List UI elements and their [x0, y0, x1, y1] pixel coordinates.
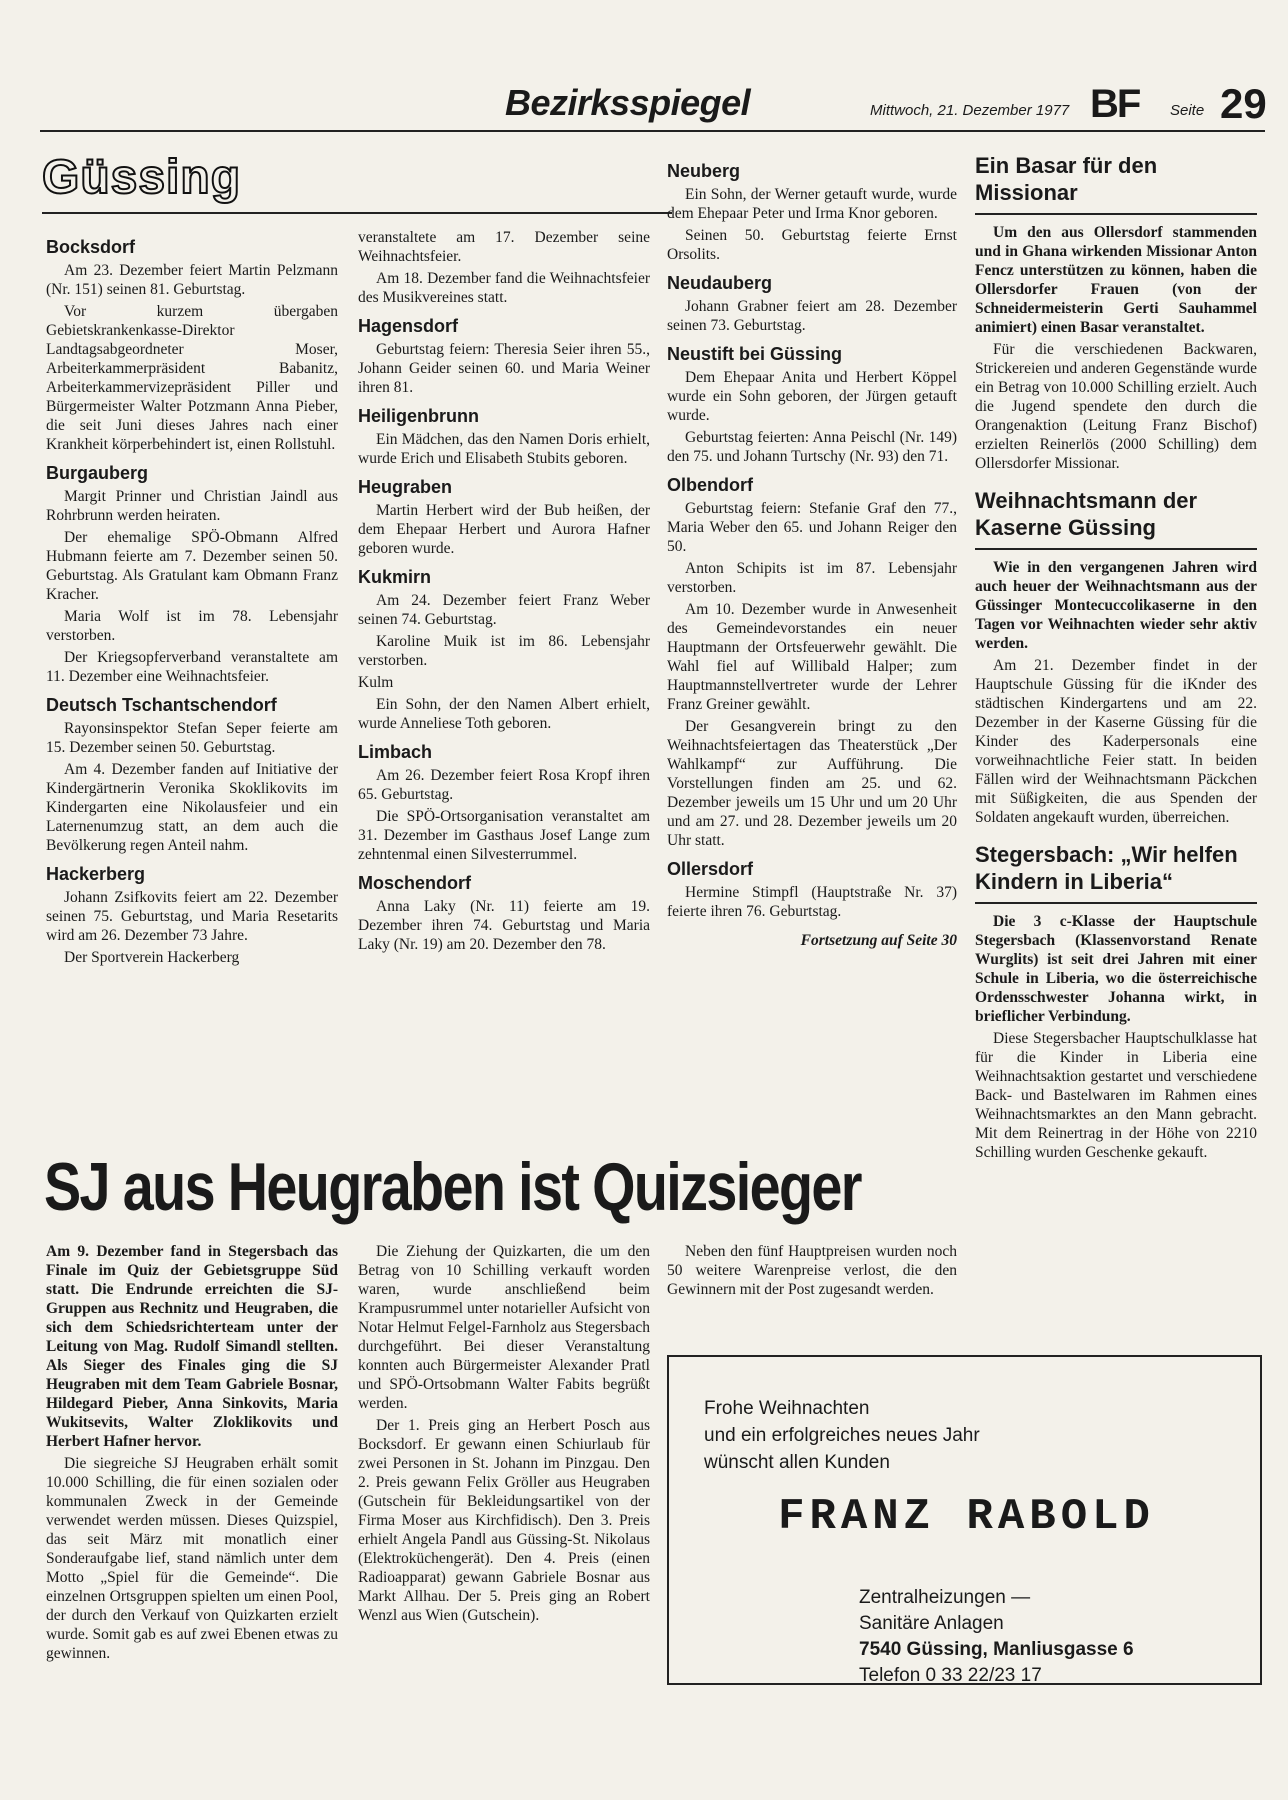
article-headline: Ein Basar für den Missionar — [975, 153, 1158, 205]
quiz-column-2 — [358, 1242, 650, 1628]
ad-greeting-line: Frohe Weihnachten — [704, 1398, 870, 1419]
place-heading: Neudauberg — [667, 273, 773, 293]
news-column-2 — [358, 228, 650, 957]
ad-greeting-line: und ein erfolgreiches neues Jahr — [704, 1425, 980, 1446]
region-title: Güssing — [42, 151, 242, 204]
news-item: Kulm — [358, 674, 394, 691]
advertisement — [667, 1355, 1262, 1685]
article-paragraph: Der 1. Preis ging an Herbert Posch aus Bocksdorf. Er gewann einen Schiurlaub für zwei Personen in St. Johann im Pinzgau. Den 2. Preis gewann Felix Gröller aus Heugraben (Gutschein für Bekleidungsartikel von der Firma Moser aus Kirchfidisch). Den 3. Preis erhielt Angela Pandl aus Güssing-St. Nikolaus (Elektroküchengerät). Den 4. Preis (einen Radioapparat) gewann Gabriele Bosnar aus Markt Allhau. Der 5. Preis ging an Robert Wenzl aus Wien (Gutschein). — [358, 1417, 650, 1624]
quiz-headline: SJ aus Heugraben ist Quizsieger — [44, 1149, 861, 1225]
paper-logo: BF — [1090, 82, 1140, 126]
issue-date: Mittwoch, 21. Dezember 1977 — [870, 102, 1070, 119]
page-label: Seite — [1170, 102, 1205, 119]
ad-greeting — [704, 1395, 980, 1476]
news-item: Seinen 50. Geburtstag feierte Ernst Orsolits. — [667, 227, 957, 263]
article-lead: Die 3 c-Klasse der Hauptschule Stegersbach (Klassenvorstand Renate Wurglits) ist seit drei Jahren mit einer Schule in Liberia, wo die österreichische Ordensschwester Johanna wirkt, in brieflicher Verbindung. — [975, 913, 1257, 1025]
news-item: Johann Zsifkovits feiert am 22. Dezember seinen 75. Geburtstag, und Maria Resetarits wird am 26. Dezember 73 Jahre. — [46, 889, 338, 944]
headline-rule — [975, 548, 1257, 550]
news-item: Am 23. Dezember feiert Martin Pelzmann (Nr. 151) seinen 81. Geburtstag. — [46, 262, 338, 298]
news-item: Johann Grabner feiert am 28. Dezember seinen 73. Geburtstag. — [667, 298, 957, 334]
place-heading: Neuberg — [667, 161, 741, 181]
news-item: Geburtstag feiern: Theresia Seier ihren 55., Johann Geider seinen 60. und Maria Weiner ihren 81. — [358, 341, 650, 396]
place-heading: Hagensdorf — [358, 316, 459, 336]
headline-rule — [975, 213, 1257, 215]
news-column-3 — [667, 152, 957, 953]
news-item: Am 24. Dezember feiert Franz Weber seinen 74. Geburtstag. — [358, 592, 650, 628]
news-column-1 — [46, 228, 338, 970]
article-paragraph: Für die verschiedenen Backwaren, Strickereien und anderen Gegenstände wurde ein Betrag von 10.000 Schilling erzielt. Auch die Jugend spendete den durch die Orangenaktion (Leitung Franz Bischof) erzielten Reinerlös (2000 Schilling) dem Ollersdorfer Missionar. — [975, 341, 1257, 472]
news-item: Rayonsinspektor Stefan Seper feierte am 15. Dezember seinen 50. Geburtstag. — [46, 720, 338, 756]
ad-info-line: Sanitäre Anlagen — [859, 1613, 1004, 1634]
news-item: Der Gesangverein bringt zu den Weihnachtsfeiertagen das Theaterstück „Der Wahlkampf“ zur Aufführung. Die Vorstellungen finden am 25. und 62. Dezember jeweils um 15 Uhr und um 20 Uhr und am 27. und 28. Dezember jeweils um 20 Uhr statt. — [667, 718, 957, 849]
news-item: Geburtstag feiern: Stefanie Graf den 77., Maria Weber den 65. und Johann Reiger den 50. — [667, 500, 957, 555]
news-item: Geburtstag feierten: Anna Peischl (Nr. 149) den 75. und Johann Turtschy (Nr. 93) den 71. — [667, 429, 957, 465]
header-rule — [40, 130, 1265, 132]
place-heading: Heiligenbrunn — [358, 406, 479, 426]
place-heading: Moschendorf — [358, 873, 472, 893]
place-heading: Heugraben — [358, 477, 453, 497]
news-item: Die SPÖ-Ortsorganisation veranstaltet am 31. Dezember im Gasthaus Josef Lange zum zehntenmal einen Silvesterrummel. — [358, 808, 650, 863]
news-item: Der Sportverein Hackerberg — [64, 949, 240, 966]
ad-address: 7540 Güssing, Manliusgasse 6 — [859, 1639, 1134, 1660]
news-item: Karoline Muik ist im 86. Lebensjahr verstorben. — [358, 633, 650, 669]
article-paragraph: Am 21. Dezember findet in der Hauptschule Güssing für die iKnder des städtischen Kindergartens und am 22. Dezember in der Kaserne Güssing für die Kinder des Kaderpersonals eine vorweihnachtliche Feier statt. In beiden Fällen wird der Weihnachtsmann Päckchen mit Süßigkeiten, die aus Spenden der Soldaten angekauft wurden, überreichen. — [975, 657, 1257, 826]
article-lead: Um den aus Ollersdorf stammenden und in Ghana wirkenden Missionar Anton Fencz unterstützen zu können, haben die Ollersdorfer Frauen (von der Schneidermeisterin Gerti Sauhammel animiert) einen Basar veranstaltet. — [975, 224, 1257, 336]
news-item: Vor kurzem übergaben Gebietskrankenkasse-Direktor Landtagsabgeordneter Moser, Arbeiterkammerpräsident Babanitz, Arbeiterkammervizepräsident Piller und Bürgermeister Walter Potzmann Anna Pieber, die seit Juni dieses Jahres nach einer Krankheit körperbehindert ist, einen Rollstuhl. — [46, 303, 338, 453]
headline-rule — [975, 902, 1257, 904]
place-heading: Bocksdorf — [46, 237, 136, 257]
section-title: Bezirksspiegel — [505, 82, 751, 123]
news-item: Der ehemalige SPÖ-Obmann Alfred Hubmann feierte am 7. Dezember seinen 50. Geburtstag. Als Gratulant kam Obmann Franz Kracher. — [46, 529, 338, 603]
news-item: Ein Sohn, der Werner getauft wurde, wurde dem Ehepaar Peter und Irma Knor geboren. — [667, 186, 957, 222]
article-headline: Weihnachtsmann der Kaserne Güssing — [975, 488, 1198, 540]
news-item: Am 26. Dezember feiert Rosa Kropf ihren 65. Geburtstag. — [358, 767, 650, 803]
news-item: Martin Herbert wird der Bub heißen, der dem Ehepaar Herbert und Aurora Hafner geboren wurde. — [358, 502, 650, 557]
news-item: Margit Prinner und Christian Jaindl aus Rohrbrunn werden heiraten. — [46, 488, 338, 524]
ad-contact — [859, 1585, 1134, 1689]
article-lead: Am 9. Dezember fand in Stegersbach das Finale im Quiz der Gebietsgruppe Süd statt. Die Endrunde erreichten die SJ-Gruppen aus Rechnitz und Heugraben, die sich dem Schiedsrichterteam unter der Leitung von Mag. Rudolf Simandl stellten. Als Sieger des Finales ging die SJ Heugraben mit dem Team Gabriele Bosnar, Hildegard Pieber, Anna Sinkovits, Maria Wukitsevits, Walter Zloklikovits und Herbert Hafner hervor. — [46, 1243, 338, 1450]
ad-company-name: FRANZ RABOLD — [778, 1492, 1155, 1542]
article-lead: Wie in den vergangenen Jahren wird auch heuer der Weihnachtsmann aus der Güssinger Montecuccolikaserne in den Tagen vor Weihnachten wieder sehr aktiv werden. — [975, 559, 1257, 652]
news-item: veranstaltete am 17. Dezember seine Weihnachtsfeier. — [358, 229, 650, 265]
news-column-4 — [975, 152, 1257, 1165]
news-item: Anton Schipits ist im 87. Lebensjahr verstorben. — [667, 560, 957, 596]
region-rule — [42, 212, 672, 214]
place-heading: Limbach — [358, 742, 433, 762]
ad-phone: Telefon 0 33 22/23 17 — [859, 1665, 1042, 1686]
article-paragraph: Die Ziehung der Quizkarten, die um den Betrag von 10 Schilling verkauft worden waren, wurde anschließend beim Krampusrummel unter notarieller Aufsicht von Notar Helmut Felgel-Farnholz aus Stegersbach durchgeführt. Bei dieser Veranstaltung konnten auch Bürgermeister Alexander Pratl und SPÖ-Ortsobmann Walter Fabits begrüßt werden. — [358, 1243, 650, 1412]
news-item: Ein Mädchen, das den Namen Doris erhielt, wurde Erich und Elisabeth Stubits geboren. — [358, 431, 650, 467]
quiz-column-1 — [46, 1242, 338, 1666]
news-item: Der Kriegsopferverband veranstaltete am 11. Dezember eine Weihnachtsfeier. — [46, 649, 338, 685]
news-item: Am 10. Dezember wurde in Anwesenheit des Gemeindevorstandes ein neuer Hauptmann der Ortsfeuerwehr gewählt. Die Wahl fiel auf Willibald Halper; zum Hauptmannstellvertreter wurde der Lehrer Franz Greiner gewählt. — [667, 601, 957, 713]
article-paragraph: Diese Stegersbacher Hauptschulklasse hat für die Kinder in Liberia eine Weihnachtsaktion gestartet und verschiedene Back- und Bastelwaren im Rahmen eines Weihnachtsmarktes an den Mann gebracht. Mit dem Reinertrag in der Höhe von 2210 Schilling wurden Geschenke gekauft. — [975, 1030, 1257, 1161]
place-heading: Burgauberg — [46, 463, 149, 483]
news-item: Anna Laky (Nr. 11) feierte am 19. Dezember ihren 74. Geburtstag und Maria Laky (Nr. 19) am 20. Dezember den 78. — [358, 898, 650, 953]
news-item: Ein Sohn, der den Namen Albert erhielt, wurde Anneliese Toth geboren. — [358, 696, 650, 732]
page-number: 29 — [1220, 80, 1267, 127]
article-paragraph: Die siegreiche SJ Heugraben erhält somit 10.000 Schilling, die für einen sozialen oder kommunalen Zweck in der Gemeinde verwendet werden müssen. Dieses Quizspiel, das seit März mit monatlich einer Sonderaufgabe lief, stand nämlich unter dem Motto „Spiel für die Gemeinde“. Die einzelnen Ortsgruppen spielten um einen Pool, der durch den Verkauf von Quizkarten erzielt wurde. Somit gab es auf zwei Ebenen etwas zu gewinnen. — [46, 1455, 338, 1662]
place-heading: Neustift bei Güssing — [667, 344, 843, 364]
news-item: Am 18. Dezember fand die Weihnachtsfeier des Musikvereines statt. — [358, 270, 650, 306]
news-item: Maria Wolf ist im 78. Lebensjahr verstorben. — [46, 608, 338, 644]
continuation-note: Fortsetzung auf Seite 30 — [800, 932, 957, 949]
ad-info-line: Zentralheizungen — — [859, 1587, 1031, 1608]
article-headline: Stegersbach: „Wir helfen Kindern in Liberia“ — [975, 842, 1238, 894]
place-heading: Kukmirn — [358, 567, 432, 587]
place-heading: Ollersdorf — [667, 859, 754, 879]
article-paragraph: Neben den fünf Hauptpreisen wurden noch 50 weitere Warenpreise verlost, die den Gewinnern mit der Post zugesandt werden. — [667, 1243, 957, 1298]
ad-greeting-line: wünscht allen Kunden — [704, 1452, 890, 1473]
place-heading: Deutsch Tschantschendorf — [46, 695, 277, 715]
quiz-column-3 — [667, 1242, 957, 1302]
news-item: Dem Ehepaar Anita und Herbert Köppel wurde ein Sohn geboren, der Jürgen getauft wurde. — [667, 369, 957, 424]
news-item: Am 4. Dezember fanden auf Initiative der Kindergärtnerin Veronika Skoklikovits im Kindergarten eine Nikolausfeier und ein Laternenumzug statt, an dem auch die Bevölkerung regen Anteil nahm. — [46, 761, 338, 854]
place-heading: Olbendorf — [667, 475, 753, 495]
news-item: Hermine Stimpfl (Hauptstraße Nr. 37) feierte ihren 76. Geburtstag. — [667, 884, 957, 920]
place-heading: Hackerberg — [46, 864, 146, 884]
